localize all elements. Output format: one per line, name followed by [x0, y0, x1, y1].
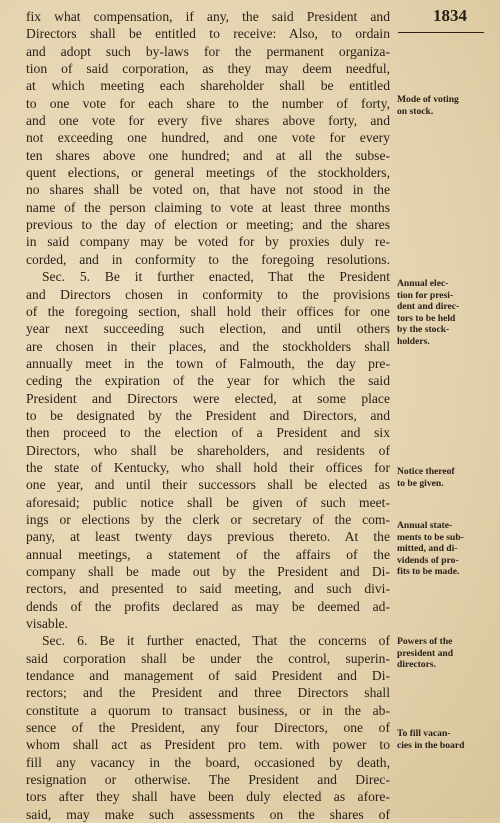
body-text: [26, 8, 390, 823]
text-line: quent elections, or general meetings of the stockholders,: [26, 165, 390, 181]
margin-note-vacancies: [397, 728, 497, 751]
text-line: one year, and until their successors shall be elected as: [26, 477, 390, 493]
header-rule: [398, 32, 484, 33]
margin-note-line: Annual state-: [397, 520, 453, 531]
margin-note-line: president and: [397, 647, 454, 659]
page-year: 1834: [433, 6, 467, 25]
margin-note-line: mitted, and di-: [397, 543, 458, 555]
text-line: whom shall act as President pro tem. with power to: [26, 737, 390, 753]
margin-note-annual-election: [397, 278, 497, 348]
margin-note-line: tion for presi-: [397, 289, 454, 301]
text-line: at which meeting each shareholder shall be entitled: [26, 78, 390, 94]
margin-note-line: by the stock-: [397, 324, 450, 336]
text-line: annually meet in the town of Falmouth, the day pre-: [26, 355, 390, 371]
text-line: name of the person claiming to vote at least three months: [26, 199, 390, 215]
text-line: sence of the President, any four Directors, one of: [26, 720, 390, 736]
margin-note-line: cies in the board: [397, 739, 465, 751]
text-line: tion of said corporation, as they may deem needful,: [26, 61, 390, 77]
text-line: of the foregoing section, shall hold their offices for one: [26, 303, 390, 319]
text-line: fill any vacancy in the board, occasioned by death,: [26, 754, 390, 770]
text-line: year next succeeding such election, and until others: [26, 321, 390, 337]
margin-note-notice: [397, 466, 497, 489]
margin-note-line: tors to be held: [397, 312, 456, 324]
text-line: and one vote for every five shares above forty, and: [26, 113, 390, 129]
margin-note-powers: [397, 636, 497, 671]
text-line: ten shares above one hundred; and at all the subse-: [26, 147, 390, 163]
text-line: to be designated by the President and Directors, and: [26, 407, 390, 423]
margin-note-line: dent and direc-: [397, 301, 460, 313]
text-line: and adopt such by-laws for the permanent organiza-: [26, 43, 390, 59]
margin-note-line: vidends of pro-: [397, 554, 459, 566]
text-line: said, may make such assessments on the shares of: [26, 806, 390, 822]
text-line: tors after they shall have been duly elected as afore-: [26, 789, 390, 805]
margin-note-line: To fill vacan-: [397, 728, 451, 739]
text-line: Directors, who shall be shareholders, and residents of: [26, 442, 390, 458]
margin-note-line: Powers of the: [397, 636, 453, 647]
text-line: ings or elections by the clerk or secretary of the com-: [26, 511, 390, 527]
margin-note-line: ments to be sub-: [397, 531, 464, 543]
text-line: and Directors chosen in conformity to the provisions: [26, 286, 390, 302]
margin-note-line: holders.: [397, 335, 430, 347]
margin-note-line: fits to be made.: [397, 566, 460, 578]
margin-note-line: Mode of voting: [397, 94, 459, 105]
text-line: President and Directors were elected, at some place: [26, 390, 390, 406]
margin-note-line: Annual elec-: [397, 278, 449, 289]
margin-note-line: Notice thereof: [397, 466, 455, 477]
text-line: ceding the expiration of the year for which the said: [26, 373, 390, 389]
margin-note-line: to be given.: [397, 477, 444, 489]
text-line: corded, and in conformity to the foregoing resolutions.: [26, 251, 390, 267]
text-line: company shall be made out by the President and Di-: [26, 564, 390, 579]
text-line: in said company may be voted for by proxies duly re-: [26, 234, 390, 250]
text-line: to one vote for each share to the number of forty,: [26, 95, 390, 111]
margin-note-line: directors.: [397, 659, 436, 671]
text-line: said corporation shall be under the control, superin-: [26, 650, 390, 666]
text-line: tendance and management of said President and Di-: [26, 668, 390, 684]
margin-note-voting: [397, 94, 497, 117]
section-5-heading-line: Sec. 5. Be it further enacted, That the President: [42, 269, 390, 285]
text-line: rectors, and presented to said meeting, and such divi-: [26, 581, 390, 597]
text-line: no shares shall be voted on, that have not stood in the: [26, 182, 390, 198]
text-line: aforesaid; public notice shall be given of such meet-: [26, 494, 390, 510]
text-line: annual meetings, a statement of the affairs of the: [26, 546, 390, 562]
margin-note-annual-statements: [397, 520, 497, 578]
text-line: pany, at least twenty days previous thereto. At the: [26, 529, 390, 545]
text-line: Directors shall be entitled to receive: Also, to ordain: [26, 26, 390, 42]
text-line: fix what compensation, if any, the said President and: [26, 9, 390, 24]
text-line: rectors; and the President and three Directors shall: [26, 685, 390, 701]
text-line: visable.: [26, 616, 68, 632]
text-line: resignation or otherwise. The President and Direc-: [26, 772, 390, 788]
text-line: constitute a quorum to transact business, or in the ab-: [26, 702, 390, 718]
text-line: the state of Kentucky, who shall hold their offices for: [26, 459, 390, 475]
text-line: dends of the profits declared as may be deemed ad-: [26, 598, 390, 614]
text-line: then proceed to the election of a President and six: [26, 425, 390, 441]
text-line: previous to the day of election or meeting; and the shares: [26, 217, 390, 233]
section-6-heading-line: Sec. 6. Be it further enacted, That the concerns of: [42, 633, 390, 649]
margin-note-line: on stock.: [397, 105, 434, 117]
text-line: are chosen in their places, and the stockholders shall: [26, 338, 390, 354]
text-line: not exceeding one hundred, and one vote for every: [26, 130, 390, 146]
